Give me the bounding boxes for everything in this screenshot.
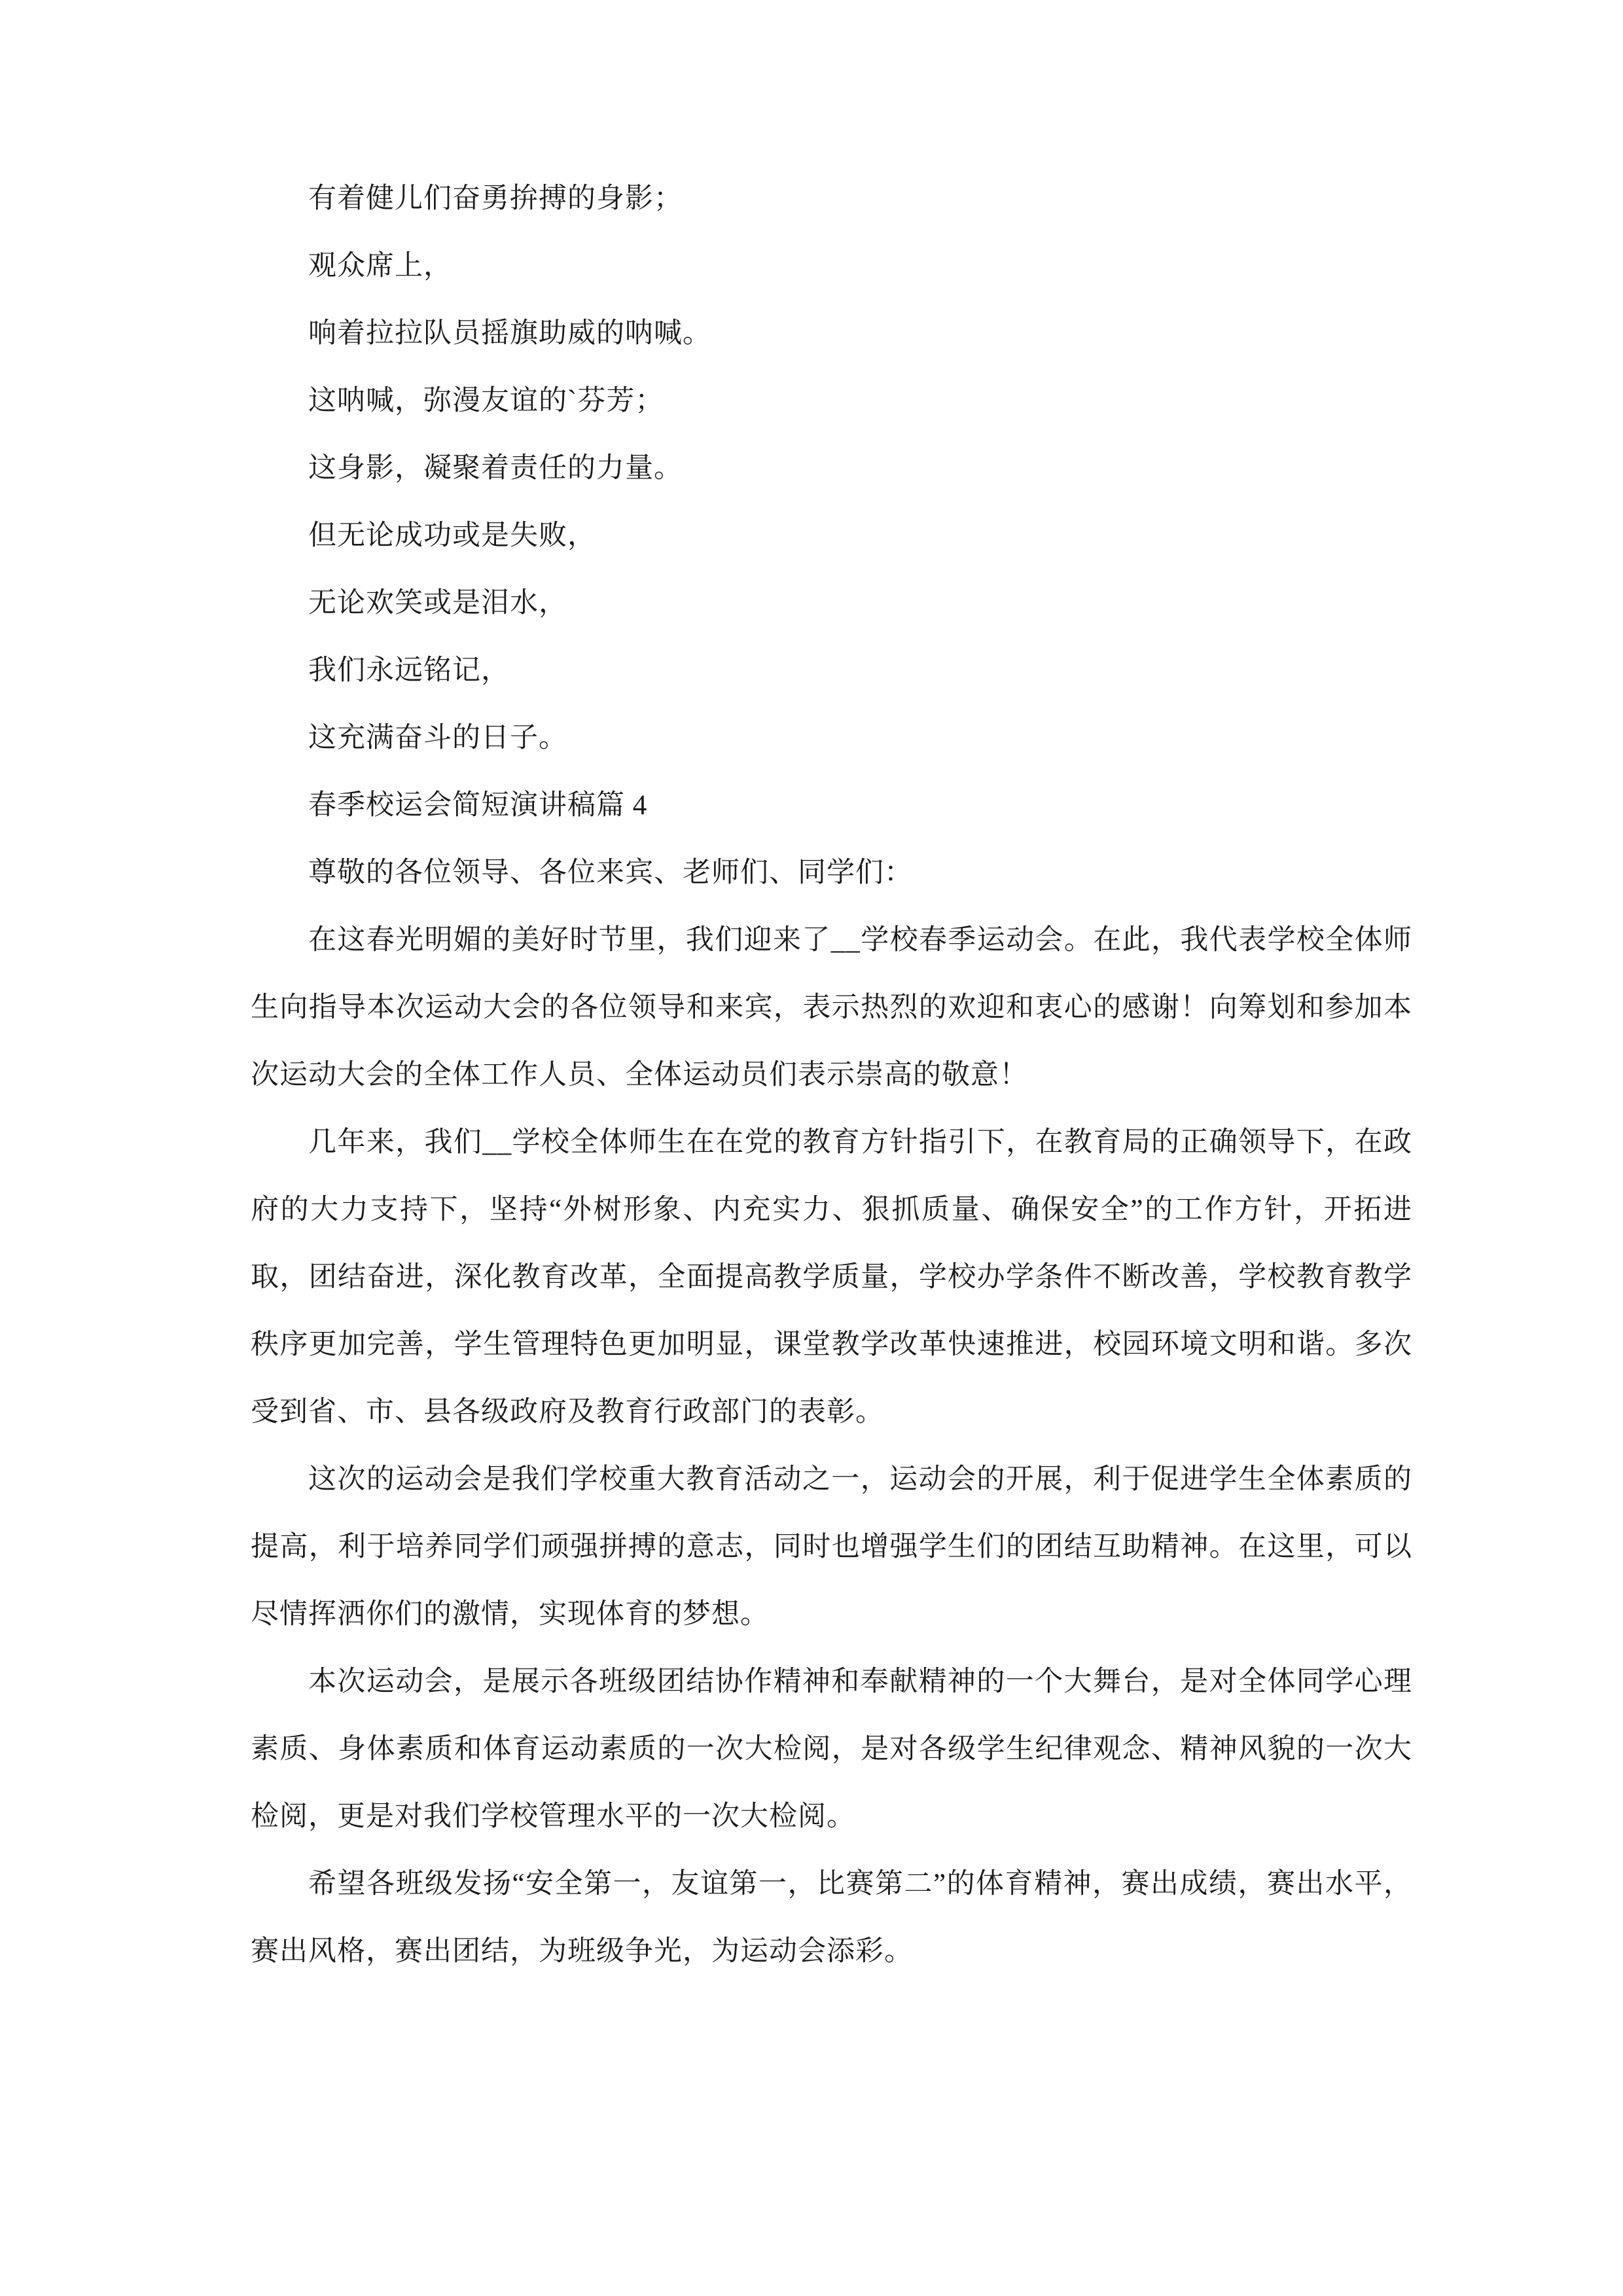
poem-line: 观众席上，: [308, 251, 452, 281]
paragraph: 本次运动会，是展示各班级团结协作精神和奉献精神的一个大舞台，是对全体同学心理素质、身体素质和体育运动素质的一次大检阅，是对各级学生纪律观念、精神风貌的一次大检阅，更是对我们学校管理水平的一次大检阅。: [251, 1666, 1412, 1832]
paragraph: 希望各班级发扬“安全第一，友谊第一，比赛第二”的体育精神，赛出成绩，赛出水平，赛出风格，赛出团结，为班级争光，为运动会添彩。: [251, 1869, 1412, 1967]
salutation: 尊敬的各位领导、各位来宾、老师们、同学们：: [308, 857, 913, 888]
poem-line: 有着健儿们奋勇拚搏的身影；: [308, 183, 683, 214]
poem-line: 但无论成功或是失败，: [308, 520, 596, 551]
poem-line: 这身影，凝聚着责任的力量。: [308, 453, 683, 484]
poem-line: 这呐喊，弥漫友谊的`芬芳；: [308, 386, 664, 416]
poem-line: 响着拉拉队员摇旗助威的呐喊。: [308, 318, 711, 349]
poem-line: 无论欢笑或是泪水，: [308, 588, 567, 619]
section-title: 春季校运会简短演讲稿篇 4: [308, 790, 648, 821]
poem-line: 我们永远铭记，: [308, 655, 510, 686]
paragraph: 在这春光明媚的美好时节里，我们迎来了__学校春季运动会。在此，我代表学校全体师生向指导本次运动大会的各位领导和来宾，表示热烈的欢迎和衷心的感谢！向筹划和参加本次运动大会的全体工作人员、全体运动员们表示崇高的敬意！: [251, 925, 1412, 1090]
poem-line: 这充满奋斗的日子。: [308, 723, 567, 753]
poem-section: [251, 165, 1412, 772]
paragraph: 这次的运动会是我们学校重大教育活动之一，运动会的开展，利于促进学生全体素质的提高，利于培养同学们顽强拼搏的意志，同时也增强学生们的团结互助精神。在这里，可以尽情挥洒你们的激情，实现体育的梦想。: [251, 1464, 1412, 1630]
paragraph-section: [251, 906, 1412, 1985]
document-content: [251, 165, 1412, 1985]
paragraph: 几年来，我们__学校全体师生在在党的教育方针指引下，在教育局的正确领导下，在政府的大力支持下，坚持“外树形象、内充实力、狠抓质量、确保安全”的工作方针，开拓进取，团结奋进，深化教育改革，全面提高教学质量，学校办学条件不断改善，学校教育教学秩序更加完善，学生管理特色更加明显，课堂教学改革快速推进，校园环境文明和谐。多次受到省、市、县各级政府及教育行政部门的表彰。: [251, 1127, 1412, 1427]
